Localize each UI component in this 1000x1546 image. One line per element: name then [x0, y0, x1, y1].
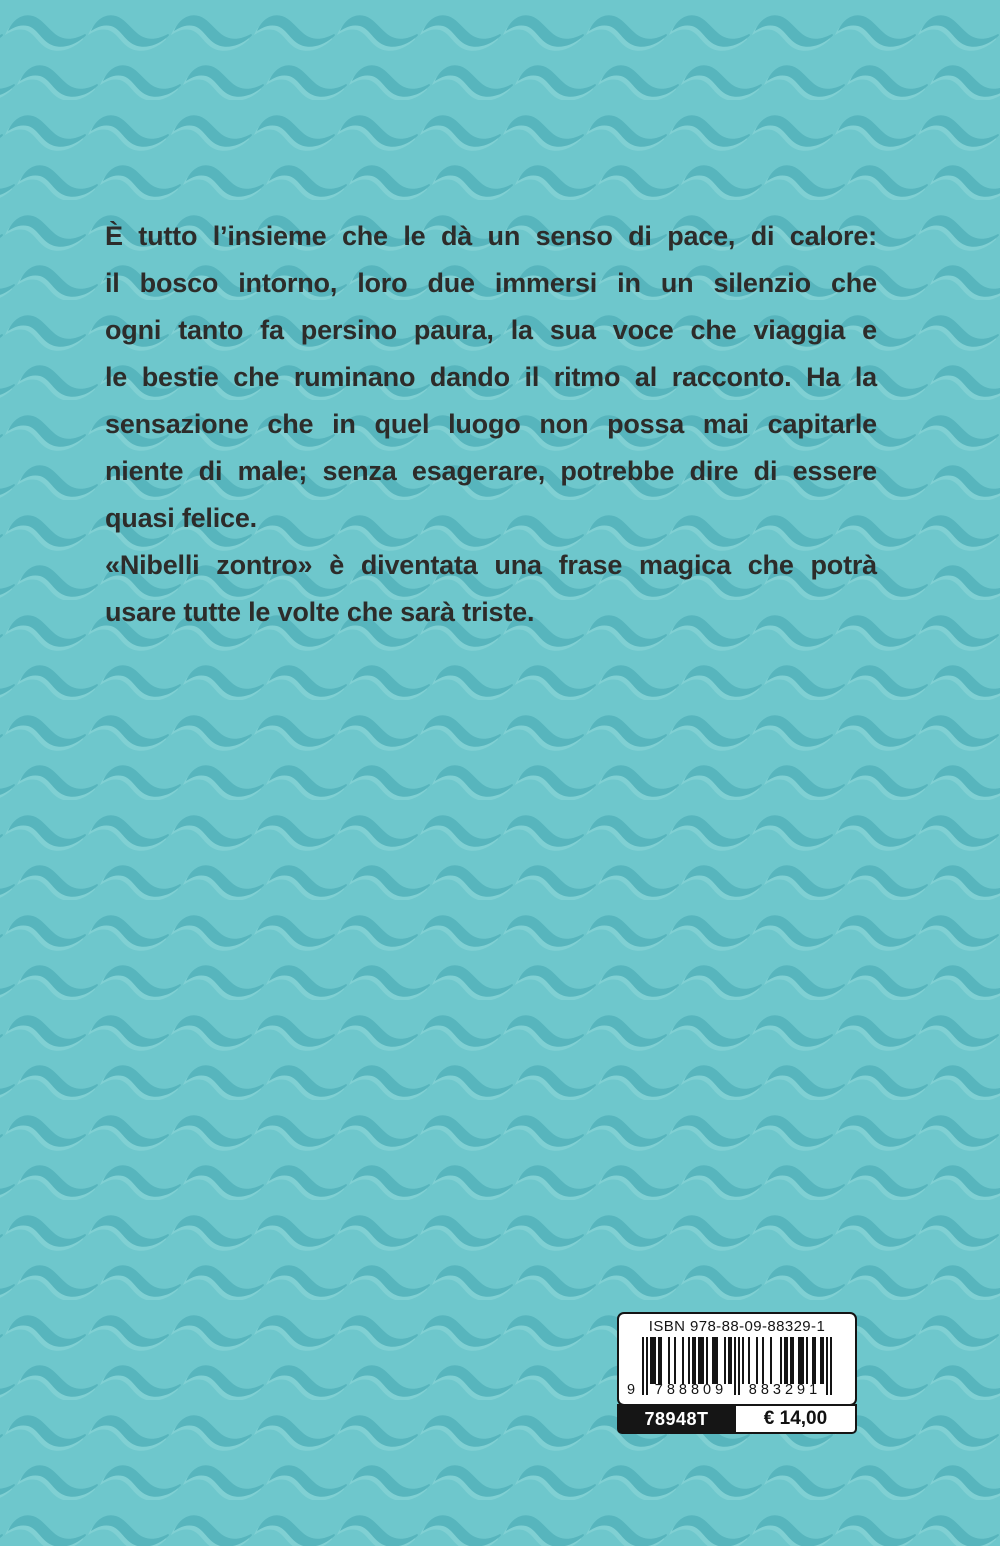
barcode-bar: [756, 1337, 758, 1384]
blurb-word: di: [198, 456, 223, 486]
barcode-digits: [619, 1382, 855, 1402]
blurb-line: [105, 354, 877, 401]
blurb-word: zontro»: [216, 550, 313, 580]
blurb-word: immersi: [494, 268, 598, 298]
blurb-word: dando: [429, 362, 510, 392]
blurb-word: la: [854, 362, 877, 392]
blurb-word: la: [510, 315, 533, 345]
blurb-word: in: [332, 409, 356, 439]
blurb-word: non: [539, 409, 589, 439]
blurb-word: È: [105, 221, 123, 251]
barcode-bar: [716, 1337, 718, 1384]
blurb-line: usare tutte le volte che sarà triste.: [105, 597, 535, 627]
barcode-bar: [792, 1337, 794, 1384]
barcode-bar: [814, 1337, 816, 1384]
price-row: [617, 1404, 857, 1434]
blurb-word: essere: [792, 456, 877, 486]
blurb-line: [105, 401, 877, 448]
barcode-bar: [702, 1337, 704, 1384]
barcode-bar: [674, 1337, 676, 1384]
blurb-word: e: [862, 315, 877, 345]
blurb-word: tutto: [138, 221, 198, 251]
blurb-word: fa: [260, 315, 284, 345]
isbn-card: [617, 1312, 857, 1406]
barcode-bar: [770, 1337, 772, 1384]
blurb-word: possa: [607, 409, 685, 439]
blurb-word: Ha: [806, 362, 841, 392]
barcode-bar: [822, 1337, 824, 1384]
price: € 14,00: [736, 1404, 857, 1434]
blurb-word: racconto.: [671, 362, 792, 392]
blurb-word: silenzio: [713, 268, 811, 298]
blurb-word: senza: [322, 456, 397, 486]
barcode-bar: [688, 1337, 690, 1384]
blurb-line: quasi felice.: [105, 503, 257, 533]
blurb-word: loro: [357, 268, 408, 298]
blurb-text: [105, 213, 877, 636]
barcode-digit-lead: 9: [626, 1382, 636, 1398]
blurb-word: di: [628, 221, 652, 251]
blurb-word: è: [329, 550, 345, 580]
blurb-line: [105, 260, 877, 307]
blurb-word: luogo: [448, 409, 521, 439]
blurb-word: il: [105, 268, 120, 298]
blurb-word: due: [427, 268, 475, 298]
blurb-word: una: [494, 550, 542, 580]
blurb-word: mai: [702, 409, 749, 439]
barcode-bar: [748, 1337, 750, 1384]
blurb-line: [105, 213, 877, 260]
blurb-word: quel: [374, 409, 430, 439]
blurb-word: il: [524, 362, 540, 392]
blurb-word: esagerare,: [411, 456, 545, 486]
blurb-word: che: [267, 409, 314, 439]
isbn-number: ISBN 978-88-09-88329-1: [648, 1318, 826, 1335]
barcode-bar: [780, 1337, 782, 1384]
blurb-word: persino: [300, 315, 397, 345]
barcode-bar: [682, 1337, 684, 1384]
blurb-word: senso: [535, 221, 613, 251]
barcode-bar: [762, 1337, 764, 1384]
blurb-word: dà: [440, 221, 473, 251]
barcode-bar: [724, 1337, 726, 1384]
barcode-digits-right-group: 883291: [748, 1382, 822, 1398]
blurb-word: capitarle: [767, 409, 877, 439]
barcode-bar: [806, 1337, 808, 1384]
blurb-word: frase: [558, 550, 623, 580]
barcode-bar: [668, 1337, 670, 1384]
barcode-digits-left-group: 788809: [654, 1382, 728, 1398]
barcode-bar: [742, 1337, 744, 1384]
blurb-word: potrà: [810, 550, 877, 580]
blurb-word: potrebbe: [560, 456, 675, 486]
blurb-line: [105, 307, 877, 354]
barcode-bar: [730, 1337, 732, 1384]
blurb-word: intorno,: [238, 268, 338, 298]
barcode-bar: [802, 1337, 804, 1384]
blurb-word: al: [634, 362, 658, 392]
blurb-word: ruminano: [293, 362, 416, 392]
barcode-bar: [694, 1337, 696, 1384]
blurb-word: niente: [105, 456, 184, 486]
blurb-word: un: [487, 221, 521, 251]
blurb-word: pace,: [667, 221, 736, 251]
blurb-word: sua: [549, 315, 596, 345]
barcode-bar: [786, 1337, 788, 1384]
blurb-word: bestie: [141, 362, 219, 392]
blurb-word: le: [403, 221, 426, 251]
blurb-word: in: [617, 268, 641, 298]
blurb-word: bosco: [139, 268, 219, 298]
blurb-word: che: [233, 362, 280, 392]
blurb-word: che: [747, 550, 794, 580]
blurb-word: di: [753, 456, 778, 486]
blurb-word: tanto: [178, 315, 244, 345]
blurb-word: male;: [237, 456, 308, 486]
edition-code: 78948T: [617, 1404, 736, 1434]
blurb-word: dire: [689, 456, 739, 486]
blurb-line: [105, 448, 877, 495]
blurb-word: l’insieme: [212, 221, 327, 251]
blurb-word: ritmo: [553, 362, 621, 392]
blurb-word: voce: [612, 315, 674, 345]
blurb-word: calore:: [789, 221, 877, 251]
blurb-word: diventata: [360, 550, 478, 580]
blurb-word: sensazione: [105, 409, 249, 439]
blurb-word: paura,: [413, 315, 494, 345]
barcode-bar: [660, 1337, 662, 1384]
barcode-bar: [654, 1337, 656, 1384]
blurb-word: le: [105, 362, 128, 392]
blurb-word: che: [341, 221, 388, 251]
blurb-line: [105, 542, 877, 589]
barcode-bar: [706, 1337, 708, 1384]
blurb-word: di: [750, 221, 775, 251]
blurb-word: magica: [639, 550, 731, 580]
blurb-word: che: [690, 315, 737, 345]
blurb-word: «Nibelli: [105, 550, 200, 580]
blurb-word: ogni: [105, 315, 162, 345]
blurb-word: viaggia: [753, 315, 846, 345]
blurb-word: un: [660, 268, 694, 298]
blurb-word: che: [830, 268, 877, 298]
